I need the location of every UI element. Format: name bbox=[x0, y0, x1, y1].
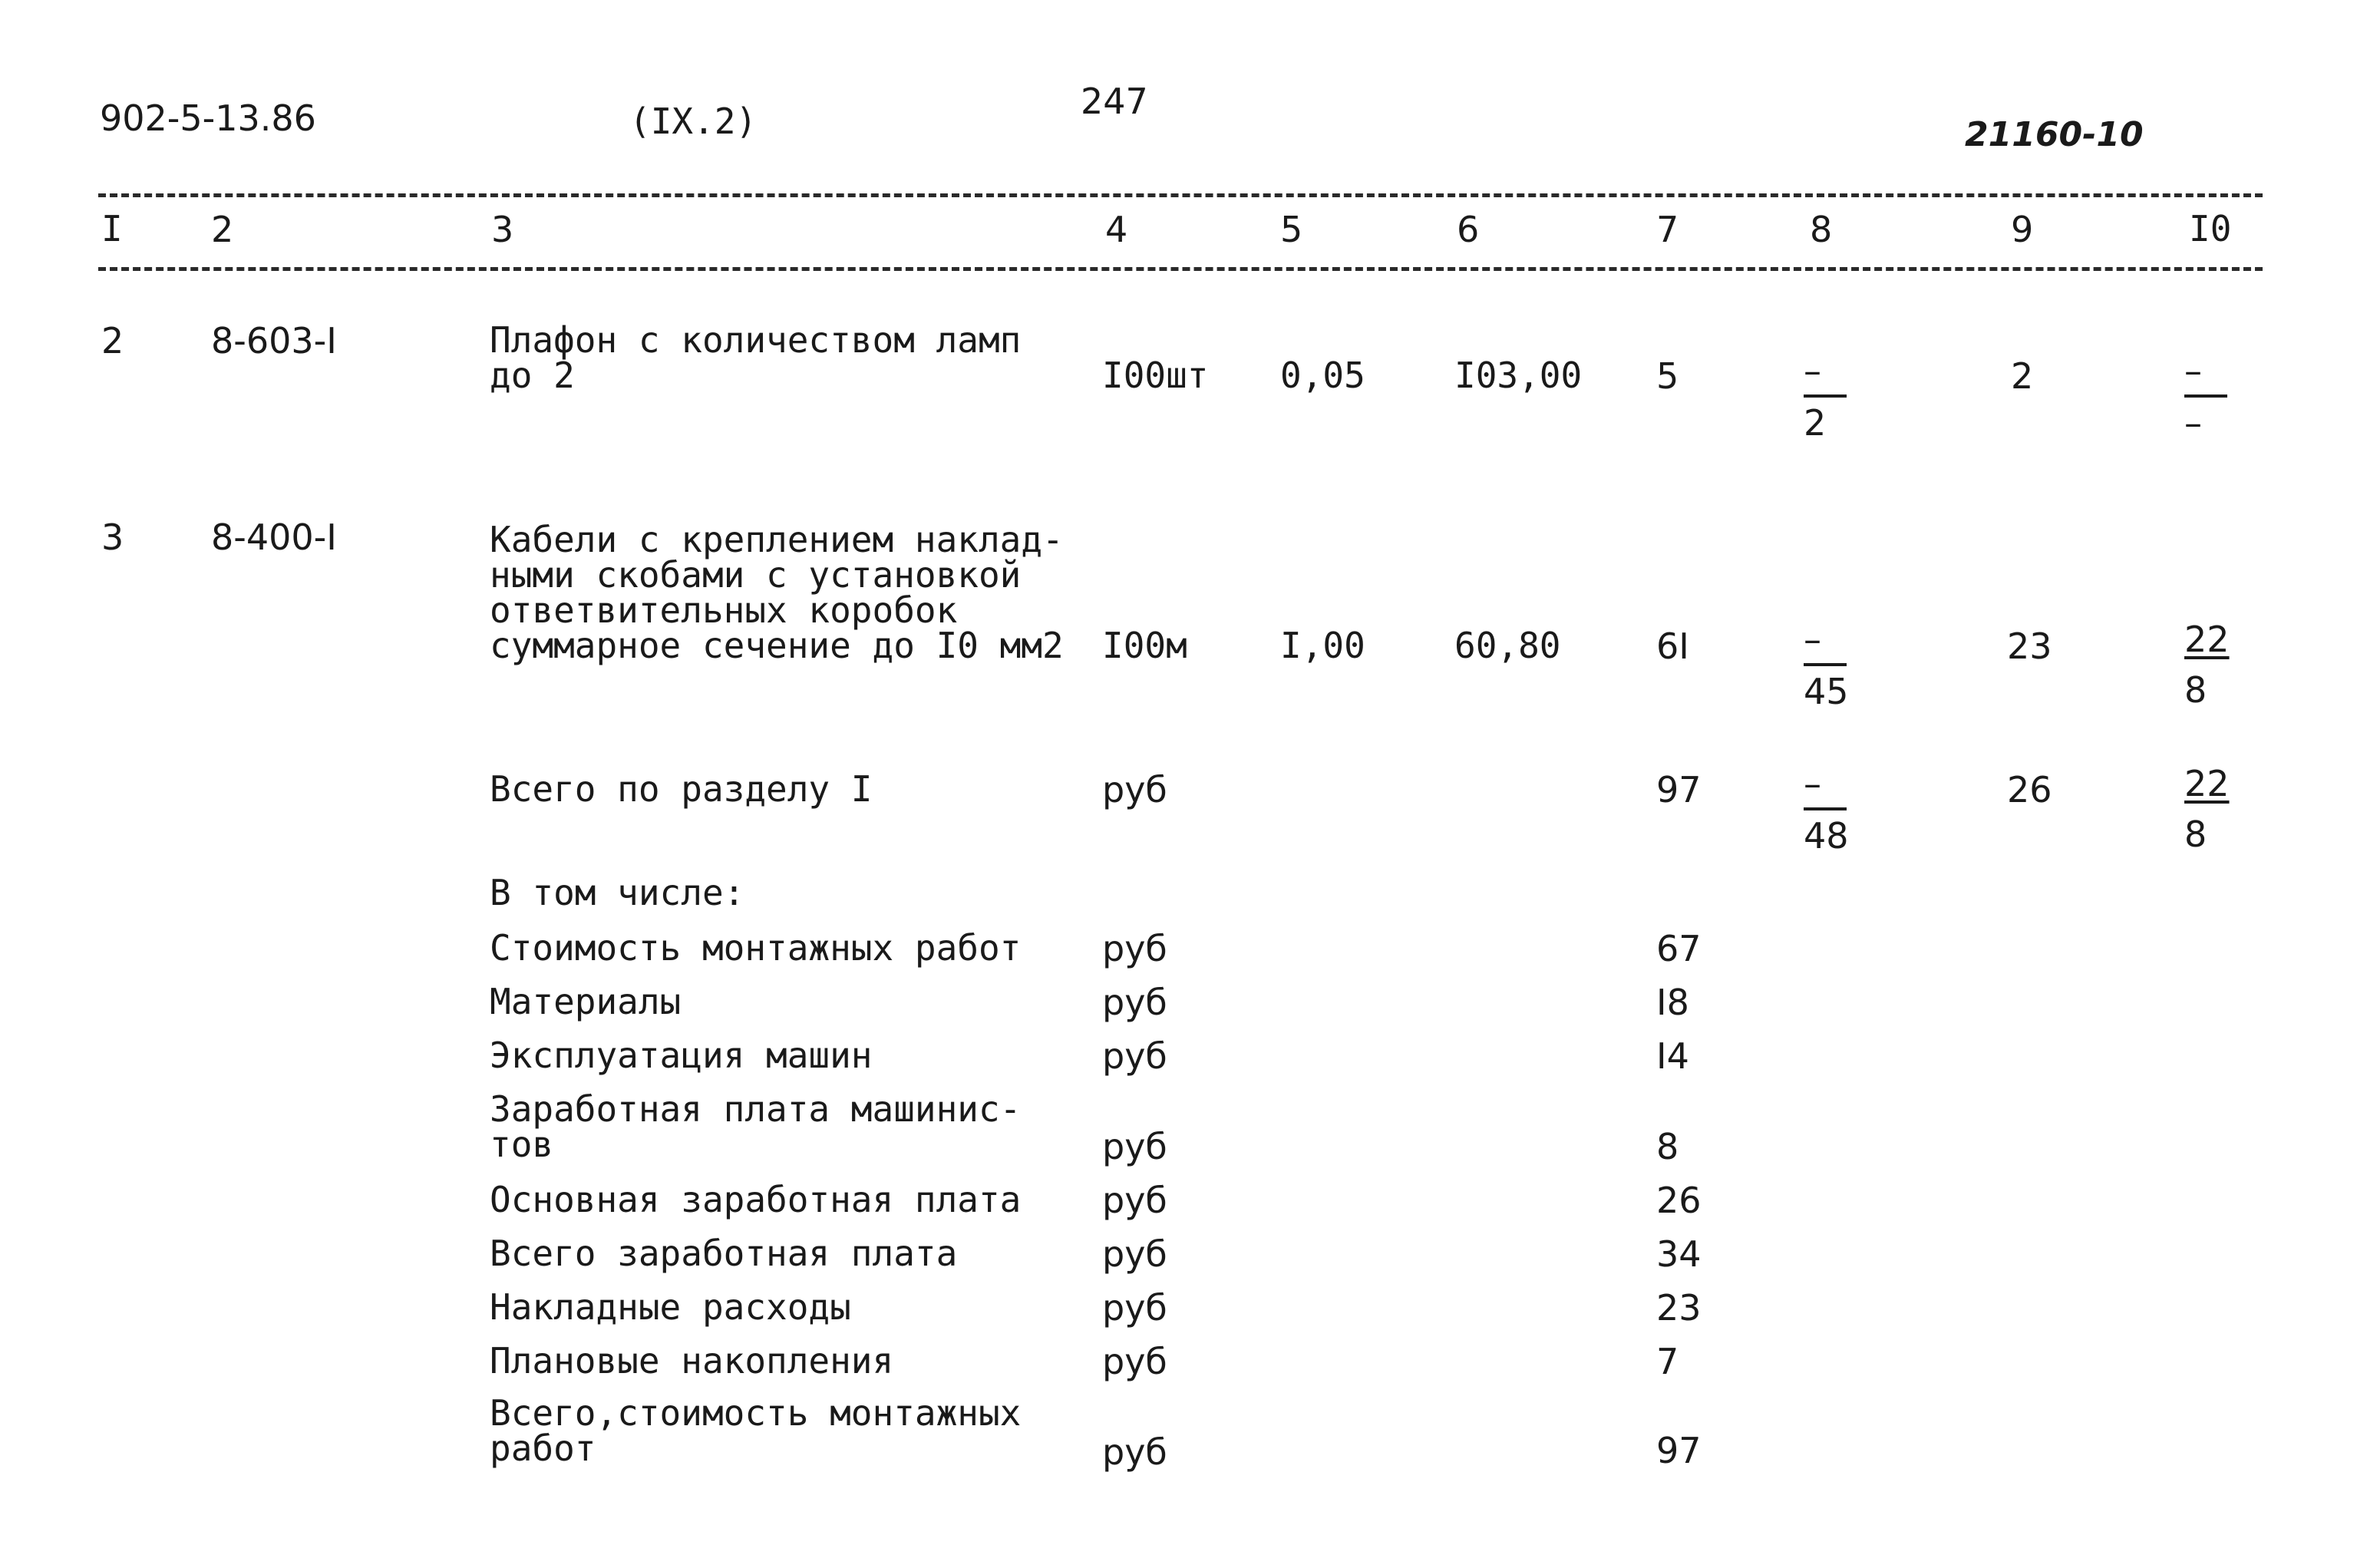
col10-denominator: 8 bbox=[2184, 814, 2207, 855]
breakdown-label: Всего заработная плата bbox=[490, 1233, 958, 1274]
col8-numerator: – bbox=[1804, 763, 1821, 804]
breakdown-value: I4 bbox=[1656, 1035, 1689, 1077]
col8-denominator: 48 bbox=[1804, 815, 1849, 857]
breakdown-unit: руб bbox=[1102, 1431, 1167, 1473]
item-description-line: Кабели с креплением наклад- bbox=[490, 519, 1064, 560]
breakdown-unit: руб bbox=[1102, 1180, 1167, 1221]
handwritten-stamp-number: 21160-10 bbox=[1965, 115, 2144, 154]
breakdown-unit: руб bbox=[1102, 982, 1167, 1023]
column-header-4: 4 bbox=[1105, 209, 1128, 250]
section-total-label: Всего по разделу I bbox=[490, 768, 873, 810]
breakdown-unit: руб bbox=[1102, 1035, 1167, 1077]
col10-numerator: 22 bbox=[2184, 763, 2230, 804]
unit: руб bbox=[1102, 769, 1167, 810]
breakdown-value: 23 bbox=[1656, 1287, 1702, 1329]
total-cost: 5 bbox=[1656, 355, 1679, 397]
column-header-1: I bbox=[101, 208, 123, 249]
unit-price: 60,80 bbox=[1454, 625, 1561, 666]
column-header-2: 2 bbox=[211, 209, 234, 250]
breakdown-unit: руб bbox=[1102, 1233, 1167, 1275]
item-description-line: ными скобами с установкой bbox=[490, 554, 1022, 596]
item-description-line: суммарное сечение до I0 мм2 bbox=[490, 625, 1064, 666]
unit: I00м bbox=[1102, 625, 1187, 666]
breakdown-unit: руб bbox=[1102, 1287, 1167, 1329]
breakdown-label: Стоимость монтажных работ bbox=[490, 927, 1022, 969]
total-cost: 6I bbox=[1656, 626, 1689, 667]
breakdown-label: Плановые накопления bbox=[490, 1340, 894, 1381]
breakdown-label: тов bbox=[490, 1124, 554, 1165]
row-number: 3 bbox=[101, 517, 124, 558]
breakdown-label: Эксплуатация машин bbox=[490, 1035, 873, 1076]
col8-numerator: – bbox=[1804, 619, 1821, 660]
header-rule-bottom bbox=[98, 267, 2263, 271]
item-description-line: до 2 bbox=[490, 355, 575, 396]
breakdown-unit: руб bbox=[1102, 928, 1167, 969]
unit: I00шт bbox=[1102, 355, 1209, 396]
col10-numerator: 22 bbox=[2184, 619, 2230, 660]
breakdown-label: Накладные расходы bbox=[490, 1286, 851, 1328]
total-cost: 97 bbox=[1656, 769, 1702, 810]
col10-denominator: 8 bbox=[2184, 669, 2207, 711]
col8-denominator: 45 bbox=[1804, 671, 1849, 712]
breakdown-label: работ bbox=[490, 1428, 596, 1469]
document-code: 902-5-13.86 bbox=[100, 97, 316, 139]
quantity: 0,05 bbox=[1280, 355, 1365, 396]
column-header-9: 9 bbox=[2011, 209, 2034, 250]
col10-fraction bbox=[2184, 763, 2238, 855]
breakdown-unit: руб bbox=[1102, 1126, 1167, 1167]
section-reference: (IX.2) bbox=[629, 101, 758, 142]
including-label: В том числе: bbox=[490, 872, 745, 913]
column-header-10: I0 bbox=[2189, 208, 2232, 249]
unit-price: I03,00 bbox=[1454, 355, 1583, 396]
col9-value: 23 bbox=[2007, 626, 2052, 667]
quantity: I,00 bbox=[1280, 625, 1365, 666]
fraction-bar bbox=[2184, 394, 2227, 398]
column-header-7: 7 bbox=[1656, 209, 1679, 250]
breakdown-unit: руб bbox=[1102, 1341, 1167, 1382]
item-description-line: Плафон с количеством ламп bbox=[490, 319, 1022, 361]
col8-fraction bbox=[1804, 763, 1857, 857]
column-header-8: 8 bbox=[1810, 209, 1833, 250]
col10-numerator: – bbox=[2184, 350, 2202, 391]
col8-fraction bbox=[1804, 619, 1857, 712]
fraction-bar bbox=[1804, 394, 1847, 398]
breakdown-value: 67 bbox=[1656, 928, 1702, 969]
breakdown-value: I8 bbox=[1656, 982, 1689, 1023]
col10-fraction bbox=[2184, 619, 2238, 711]
breakdown-value: 26 bbox=[1656, 1180, 1702, 1221]
rate-code: 8-400-I bbox=[211, 517, 337, 558]
col9-value: 26 bbox=[2007, 769, 2052, 810]
breakdown-value: 34 bbox=[1656, 1233, 1702, 1275]
fraction-bar bbox=[1804, 807, 1847, 810]
breakdown-value: 97 bbox=[1656, 1430, 1702, 1471]
header-rule-top bbox=[98, 193, 2263, 197]
col8-fraction bbox=[1804, 350, 1857, 444]
item-description-line: ответвительных коробок bbox=[490, 589, 958, 631]
breakdown-label: Заработная плата машинис- bbox=[490, 1088, 1022, 1130]
col8-numerator: – bbox=[1804, 350, 1821, 391]
column-header-6: 6 bbox=[1457, 209, 1480, 250]
column-header-5: 5 bbox=[1280, 209, 1303, 250]
fraction-bar bbox=[1804, 663, 1847, 666]
rate-code: 8-603-I bbox=[211, 320, 337, 361]
breakdown-value: 8 bbox=[1656, 1126, 1679, 1167]
breakdown-label: Всего,стоимость монтажных bbox=[490, 1392, 1022, 1434]
row-number: 2 bbox=[101, 320, 124, 361]
breakdown-label: Материалы bbox=[490, 981, 682, 1022]
col8-denominator: 2 bbox=[1804, 402, 1827, 444]
col9-value: 2 bbox=[2011, 355, 2034, 397]
col10-denominator: – bbox=[2184, 402, 2202, 444]
page-number: 247 bbox=[1081, 81, 1148, 122]
breakdown-label: Основная заработная плата bbox=[490, 1179, 1022, 1220]
column-header-3: 3 bbox=[491, 209, 514, 250]
breakdown-value: 7 bbox=[1656, 1341, 1679, 1382]
col10-fraction bbox=[2184, 350, 2238, 444]
